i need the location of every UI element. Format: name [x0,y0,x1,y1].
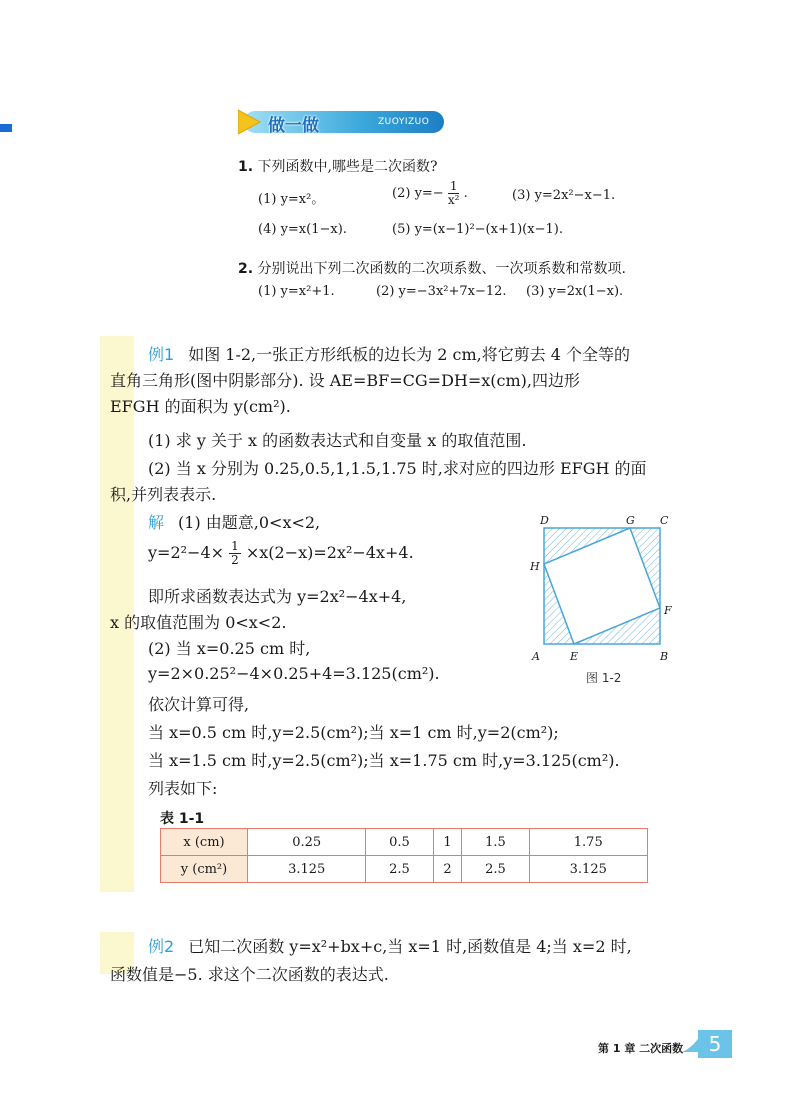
table-row-header: x (cm) [161,829,248,856]
item-text: y=x²。 [280,192,325,207]
solution-line6: y=2×0.25²−4×0.25+4=3.125(cm²). [148,664,440,683]
item-text: y=(x−1)²−(x+1)(x−1). [414,222,563,237]
example1-line2: 直角三角形(图中阴影部分). 设 AE=BF=CG=DH=x(cm),四边形 [110,371,580,390]
solution-line9: 当 x=1.5 cm 时,y=2.5(cm²);当 x=1.75 cm 时,y=3.125(cm²). [148,751,620,770]
chapter-footer: 第 1 章 二次函数 [598,1042,684,1055]
example1-line4: (1) 求 y 关于 x 的函数表达式和自变量 x 的取值范围. [148,431,527,450]
figure-square [526,512,686,668]
fraction-numerator: 1 [231,539,239,553]
solution-line8: 当 x=0.5 cm 时,y=2.5(cm²);当 x=1 cm 时,y=2(cm²); [148,723,559,742]
q1-item-1 [258,188,324,207]
fraction [448,180,460,207]
example-text: 如图 1-2,一张正方形纸板的边长为 2 cm,将它剪去 4 个全等的 [188,345,631,364]
banner-title: 做一做 [268,116,319,136]
table-cell: 2 [433,856,462,883]
label-A: A [532,650,540,663]
solution-line2 [148,540,414,567]
question-2 [238,258,626,278]
example1-line6: 积,并列表表示. [110,485,217,504]
example1-line3: EFGH 的面积为 y(cm²). [110,397,291,416]
fraction-denominator: 2 [231,553,239,567]
fraction [229,540,241,567]
solution-text: ×x(2−x)=2x²−4x+4. [245,543,414,562]
label-E: E [570,650,579,663]
figure-caption: 图 1-2 [586,671,622,685]
table-cell: 1.5 [462,829,529,856]
question-1 [238,156,437,176]
item-label: (4) [258,222,277,237]
solution-line7: 依次计算可得, [148,695,250,714]
edge-marker [0,124,12,132]
q1-item-5 [392,222,563,237]
item-text: y=x(1−x). [280,222,347,237]
q1-item-3 [512,188,615,203]
label-H: H [530,560,540,573]
solution-text: (1) 由题意,0<x<2, [178,513,321,532]
item-text: . [463,186,468,201]
question-text: 下列函数中,哪些是二次函数? [257,159,438,175]
item-text: y=2x²−x−1. [534,188,616,203]
fraction-numerator: 1 [449,179,458,193]
label-C: C [660,514,669,527]
q1-item-4 [258,222,347,237]
table-row [161,829,648,856]
fraction-denominator: x² [447,193,460,207]
example1-line1 [110,342,630,365]
solution-line10: 列表如下: [148,779,218,798]
question-number: 1. [238,159,254,175]
example1-line5: (2) 当 x 分别为 0.25,0.5,1,1.5,1.75 时,求对应的四边形 EFGH 的面 [148,459,647,478]
solution-line4: x 的取值范围为 0<x<2. [110,613,287,632]
solution-line5: (2) 当 x=0.25 cm 时, [148,639,311,658]
example2-line2: 函数值是−5. 求这个二次函数的表达式. [110,965,389,984]
table-cell: 2.5 [366,856,433,883]
solution-line1 [148,510,320,533]
q2-item-2: (2) y=−3x²+7x−12. [376,284,507,299]
table-cell: 1.75 [529,829,647,856]
item-label: (3) [512,188,531,203]
section-banner [238,108,446,136]
example-label: 例2 [148,937,175,956]
page-number: 5 [698,1030,732,1058]
table-cell: 0.25 [248,829,366,856]
solution-line3: 即所求函数表达式为 y=2x²−4x+4, [148,587,407,606]
table-row [161,856,648,883]
q2-item-1: (1) y=x²+1. [258,284,335,299]
solution-label: 解 [148,513,165,532]
table-cell: 1 [433,829,462,856]
q1-item-2 [392,180,468,207]
table-cell: 3.125 [248,856,366,883]
data-table [160,828,648,883]
table-cell: 3.125 [529,856,647,883]
q2-item-3: (3) y=2x(1−x). [526,284,624,299]
question-text: 分别说出下列二次函数的二次项系数、一次项系数和常数项. [257,261,626,277]
item-label: (5) [392,222,411,237]
example-label: 例1 [148,345,175,364]
example2-line1 [110,934,632,957]
item-label: (1) [258,192,277,207]
table-cell: 2.5 [462,856,529,883]
example-text: 已知二次函数 y=x²+bx+c,当 x=1 时,函数值是 4;当 x=2 时, [188,937,632,956]
table-caption: 表 1-1 [160,811,205,827]
table-row-header: y (cm²) [161,856,248,883]
question-number: 2. [238,261,254,277]
label-G: G [626,514,635,527]
label-B: B [660,650,669,663]
item-text: y=− [414,186,444,201]
table-cell: 0.5 [366,829,433,856]
solution-text: y=2²−4× [148,543,225,562]
label-D: D [540,514,549,527]
item-label: (2) [392,186,411,201]
banner-subtitle: ZUOYIZUO [378,117,430,127]
label-F: F [664,604,672,617]
